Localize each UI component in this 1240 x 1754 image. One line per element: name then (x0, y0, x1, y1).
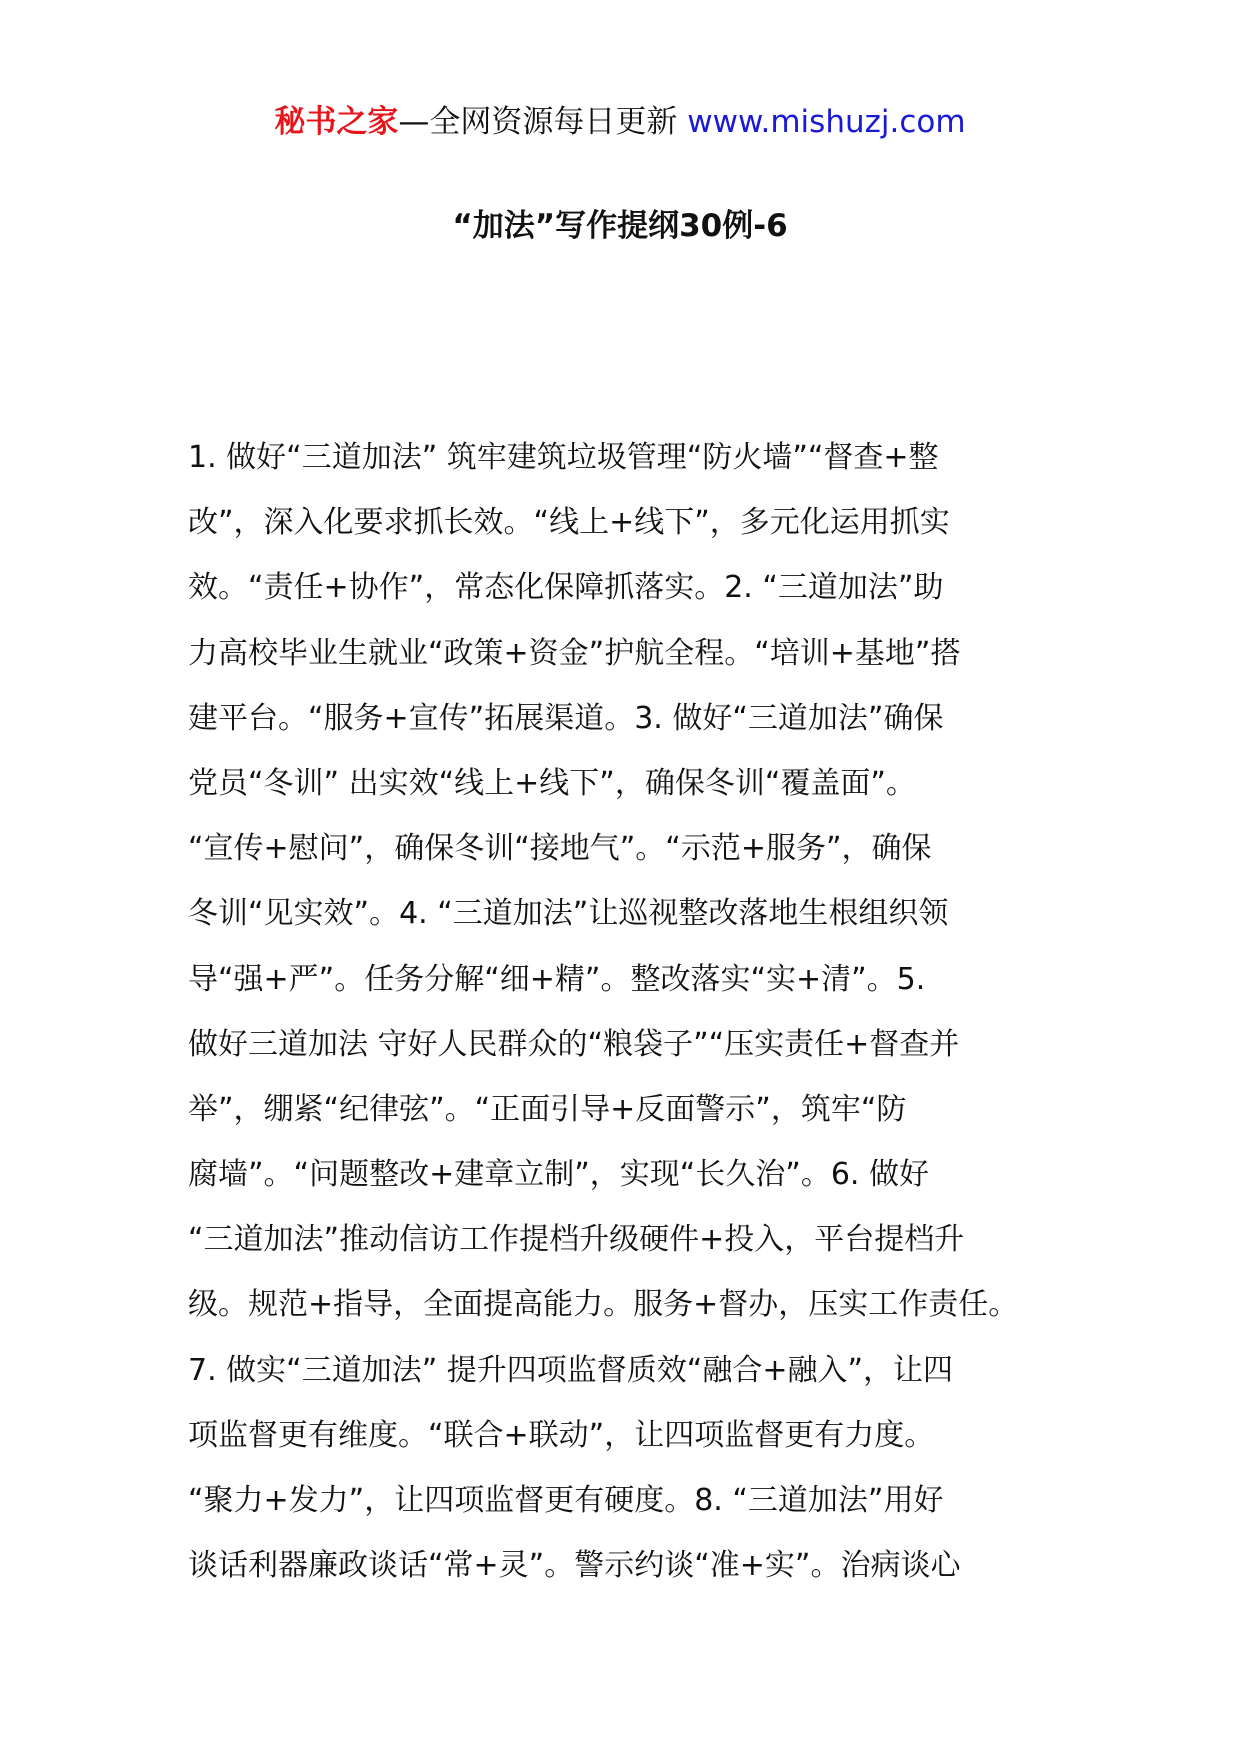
document-title: “加法”写作提纲30例-6 (452, 208, 788, 244)
body-line: 1. 做好“三道加法” 筑牢建筑垃圾管理“防火墙”“督查+整 (188, 440, 939, 475)
body-line: “聚力+发力”，让四项监督更有硬度。8. “三道加法”用好 (188, 1483, 944, 1518)
body-line: 效。“责任+协作”，常态化保障抓落实。2. “三道加法”助 (188, 570, 944, 606)
header-slogan: —全网资源每日更新 (398, 104, 688, 140)
body-line: 导“强+严”。任务分解“细+精”。整改落实“实+清”。5. (188, 961, 926, 997)
body-line: 建平台。“服务+宣传”拓展渠道。3. 做好“三道加法”确保 (188, 700, 944, 736)
body-line: “宣传+慰问”，确保冬训“接地气”。“示范+服务”，确保 (188, 831, 932, 867)
body-line: 腐墙”。“问题整改+建章立制”，实现“长久治”。6. 做好 (188, 1157, 930, 1193)
body-line: 冬训“见实效”。4. “三道加法”让巡视整改落地生根组织领 (188, 896, 949, 932)
body-line: 改”，深入化要求抓长效。“线上+线下”，多元化运用抓实 (188, 505, 950, 541)
body-line: 力高校毕业生就业“政策+资金”护航全程。“培训+基地”搭 (188, 635, 961, 671)
body-line: 做好三道加法 守好人民群众的“粮袋子”“压实责任+督查并 (188, 1026, 960, 1062)
body-line: 举”，绷紧“纪律弦”。“正面引导+反面警示”，筑牢“防 (188, 1091, 907, 1127)
body-line: 谈话利器廉政谈话“常+灵”。警示约谈“准+实”。治病谈心 (188, 1548, 961, 1584)
site-url[interactable]: www.mishuzj.com (687, 104, 966, 140)
body-line: 级。规范+指导，全面提高能力。服务+督办，压实工作责任。 (188, 1287, 1019, 1323)
document-body (188, 425, 1088, 1598)
body-line: “三道加法”推动信访工作提档升级硬件+投入，平台提档升 (188, 1222, 965, 1258)
site-header (0, 100, 1240, 144)
body-line: 项监督更有维度。“联合+联动”，让四项监督更有力度。 (188, 1417, 935, 1453)
body-line: 7. 做实“三道加法” 提升四项监督质效“融合+融入”，让四 (188, 1352, 953, 1388)
brand-name: 秘书之家 (274, 104, 399, 140)
body-line: 党员“冬训” 出实效“线上+线下”，确保冬训“覆盖面”。 (188, 765, 916, 801)
